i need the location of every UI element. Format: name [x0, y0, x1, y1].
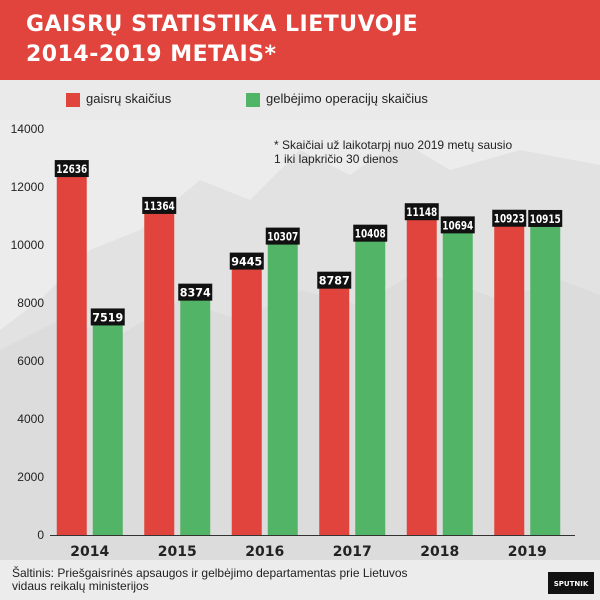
y-tick-label: 8000 [17, 296, 44, 310]
footnote-line2: 1 iki lapkričio 30 dienos [274, 152, 399, 166]
x-tick-label: 2016 [245, 544, 285, 560]
source-line2: vidaus reikalų ministerijos [12, 579, 149, 593]
chart-title-line1: GAISRŲ STATISTIKA LIETUVOJE [26, 12, 419, 37]
data-label: 10408 [354, 226, 386, 241]
data-label: 8374 [179, 285, 211, 300]
bar-fires-2014 [57, 169, 87, 535]
x-tick-label: 2019 [507, 544, 547, 560]
bar-rescue-2016 [268, 236, 298, 535]
y-tick-label: 0 [37, 528, 44, 542]
chart-title-line2: 2014-2019 METAIS* [26, 42, 277, 67]
legend-label-fires: gaisrų skaičius [86, 91, 172, 106]
y-tick-label: 2000 [17, 470, 44, 484]
bar-rescue-2019 [530, 218, 560, 535]
y-tick-label: 12000 [10, 180, 44, 194]
bar-fires-2017 [319, 280, 349, 535]
source-line1: Šaltinis: Priešgaisrinės apsaugos ir gelbėjimo departamentas prie Lietuvos [12, 566, 408, 580]
y-tick-label: 10000 [10, 238, 44, 252]
x-tick-label: 2014 [70, 544, 110, 560]
x-tick-label: 2017 [332, 544, 372, 560]
data-label: 11148 [406, 205, 438, 220]
bar-rescue-2018 [443, 225, 473, 535]
data-label: 10694 [442, 218, 474, 233]
bar-rescue-2015 [180, 292, 210, 535]
data-label: 8787 [318, 273, 350, 288]
data-label: 10923 [493, 211, 525, 226]
svg-text:SPUTNIK: SPUTNIK [553, 580, 589, 588]
footnote-line1: * Skaičiai už laikotarpį nuo 2019 metų sausio [274, 138, 513, 152]
x-tick-label: 2015 [157, 544, 197, 560]
data-label: 10307 [267, 229, 299, 244]
y-tick-label: 4000 [17, 412, 44, 426]
data-label: 12636 [56, 162, 88, 177]
data-label: 11364 [143, 198, 175, 213]
bar-rescue-2014 [93, 317, 123, 535]
sputnik-logo [548, 572, 594, 594]
y-tick-label: 6000 [17, 354, 44, 368]
x-tick-label: 2018 [420, 544, 460, 560]
bar-rescue-2017 [355, 233, 385, 535]
bar-fires-2015 [144, 205, 174, 535]
data-label: 9445 [231, 254, 263, 269]
bar-fires-2019 [494, 218, 524, 535]
data-label: 7519 [92, 310, 124, 325]
bar-fires-2016 [232, 261, 262, 535]
bar-fires-2018 [407, 212, 437, 535]
data-label: 10915 [529, 211, 561, 226]
legend-label-rescue: gelbėjimo operacijų skaičius [266, 91, 428, 106]
y-tick-label: 14000 [10, 122, 44, 136]
